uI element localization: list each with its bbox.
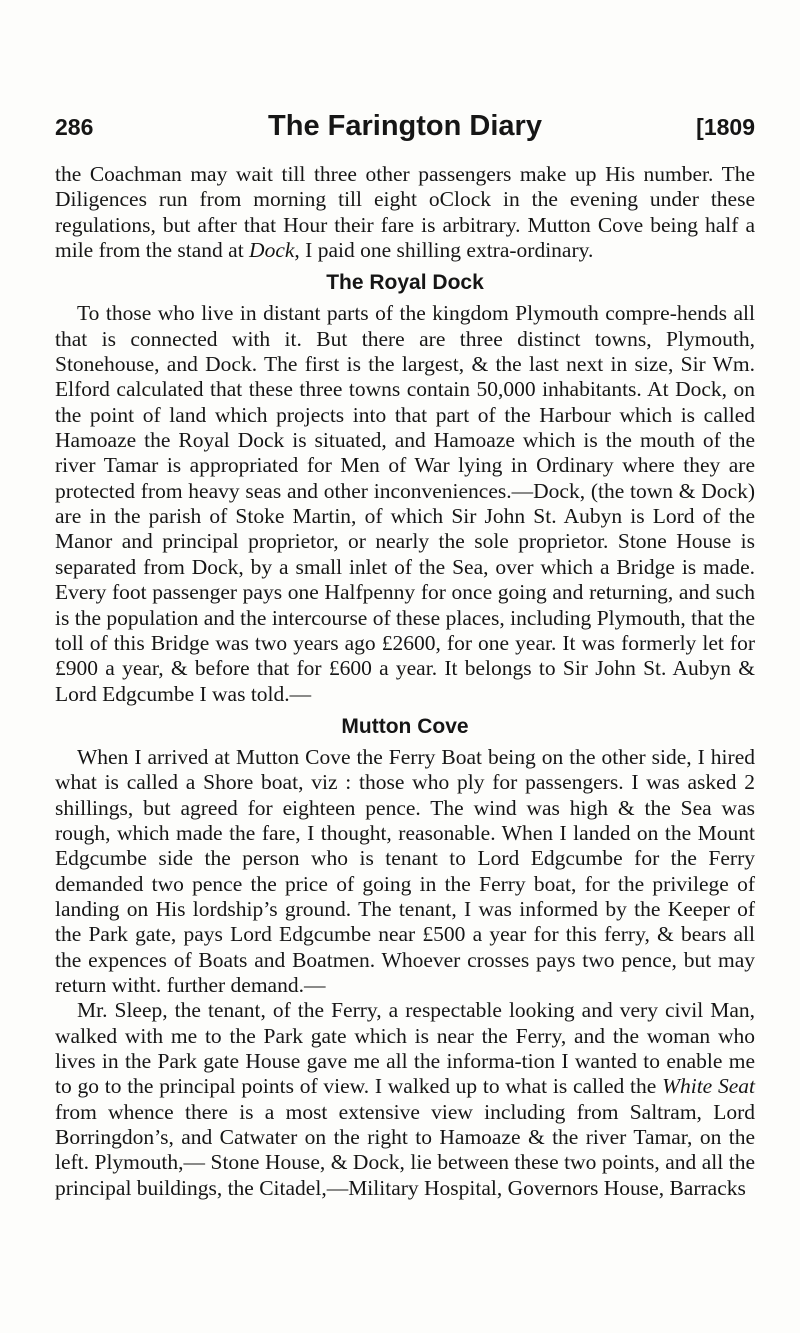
- paragraph-mutton-cove: When I arrived at Mutton Cove the Ferry Boat being on the other side, I hired what is called a Shore boat, viz : those who ply for passengers. I was asked 2 shillings, but agreed for eighteen pence. The wind was high & the Sea was rough, which made the fare, I thought, reasonable. When I landed on the Mount Edgcumbe side the person who is tenant to Lord Edgcumbe for the Ferry demanded two pence the price of going in the Ferry boat, for the privilege of landing on His lordship’s ground. The tenant, I was informed by the Keeper of the Park gate, pays Lord Edgcumbe near £500 a year for this ferry, & bears all the expences of Boats and Boatmen. Whoever crosses pays two pence, but may return witht. further demand.—: [55, 744, 755, 997]
- paragraph-text: the Coachman may wait till three other passengers make up His number. The Diligences run from morning till eight oClock in the evening under these regulations, but after that Hour their fare is arbitrary. Mutton Cove being half a mile from the stand at: [55, 162, 755, 263]
- italic-white-seat: White Seat: [662, 1074, 755, 1099]
- paragraph-coachman: [55, 162, 755, 263]
- body-text: [55, 162, 755, 1201]
- paragraph-text: Mr. Sleep, the tenant, of the Ferry, a respectable looking and very civil Man, walked with me to the Park gate which is near the Ferry, and the woman who lives in the Park gate House gave me all the informa-tion I wanted to enable me to go to the principal points of view. I walked up to what is called the: [55, 998, 755, 1099]
- paragraph-mr-sleep: [55, 998, 755, 1201]
- page-number: 286: [55, 114, 94, 140]
- book-title: The Farington Diary: [268, 110, 542, 142]
- paragraph-text: from whence there is a most extensive view including from Saltram, Lord Borringdon’s, and Catwater on the right to Hamoaze & the river Tamar, on the left. Plymouth,— Stone House, & Dock, lie between these two points, and all the principal buildings, the Citadel,—Military Hospital, Governors House, Barracks: [55, 1099, 755, 1200]
- paragraph-text: , I paid one shilling extra-ordinary.: [294, 238, 594, 263]
- running-head: [55, 110, 755, 150]
- section-heading-mutton-cove: Mutton Cove: [341, 714, 469, 738]
- year-marker: [1809: [696, 114, 755, 140]
- section-heading-royal-dock: The Royal Dock: [326, 271, 484, 295]
- italic-dock: Dock: [249, 238, 295, 263]
- paragraph-royal-dock: To those who live in distant parts of the kingdom Plymouth compre-hends all that is connected with it. But there are three distinct towns, Plymouth, Stonehouse, and Dock. The first is the largest, & the last next in size, Sir Wm. Elford calculated that these three towns contain 50,000 inhabitants. At Dock, on the point of land which projects into that part of the Harbour which is called Hamoaze the Royal Dock is situated, and Hamoaze which is the mouth of the river Tamar is appropriated for Men of War lying in Ordinary where they are protected from heavy seas and other inconveniences.—Dock, (the town & Dock) are in the parish of Stoke Martin, of which Sir John St. Aubyn is Lord of the Manor and principal proprietor, or nearly the sole proprietor. Stone House is separated from Dock, by a small inlet of the Sea, over which a Bridge is made. Every foot passenger pays one Halfpenny for once going and returning, and such is the population and the intercourse of these places, including Plymouth, that the toll of this Bridge was two years ago £2600, for one year. It was formerly let for £900 a year, & before that for £600 a year. It belongs to Sir John St. Aubyn & Lord Edgcumbe I was told.—: [55, 301, 755, 706]
